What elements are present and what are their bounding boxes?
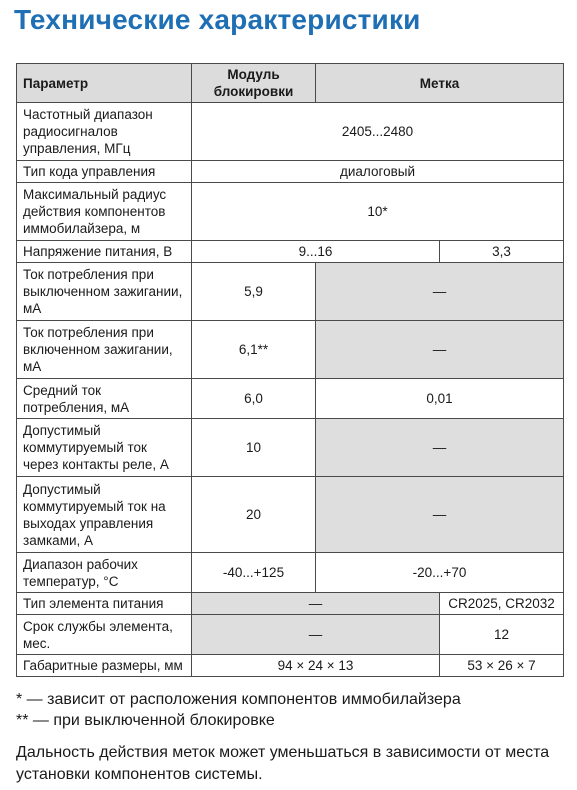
table-row bbox=[17, 103, 564, 161]
module-cell: — bbox=[192, 615, 440, 655]
module-cell: — bbox=[192, 593, 440, 615]
module-cell: -40...+125 bbox=[192, 553, 316, 593]
tag-cell: — bbox=[316, 321, 564, 379]
module-cell: 9...16 bbox=[192, 241, 440, 263]
tag-cell: CR2025, CR2032 bbox=[440, 593, 564, 615]
table-row bbox=[17, 477, 564, 553]
table-row bbox=[17, 241, 564, 263]
value-cell: 10* bbox=[192, 183, 564, 241]
table-row bbox=[17, 263, 564, 321]
table-row bbox=[17, 321, 564, 379]
footnote-1: * — зависит от расположения компонентов иммобилайзера bbox=[16, 691, 461, 708]
param-cell: Напряжение питания, В bbox=[17, 241, 192, 263]
value-cell: диалоговый bbox=[192, 161, 564, 183]
param-cell: Габаритные размеры, мм bbox=[17, 655, 192, 677]
param-cell: Частотный диапазон радиосигналов управления, МГц bbox=[17, 103, 192, 161]
tag-cell: 12 bbox=[440, 615, 564, 655]
param-cell: Допустимый коммутируемый ток на выходах управления замками, А bbox=[17, 477, 192, 553]
module-cell: 6,1** bbox=[192, 321, 316, 379]
param-cell: Ток потребления при включенном зажигании, мА bbox=[17, 321, 192, 379]
module-cell: 6,0 bbox=[192, 379, 316, 419]
param-cell: Ток потребления при выключенном зажигании, мА bbox=[17, 263, 192, 321]
table-row bbox=[17, 161, 564, 183]
module-cell: 5,9 bbox=[192, 263, 316, 321]
param-cell: Тип элемента питания bbox=[17, 593, 192, 615]
table-row bbox=[17, 615, 564, 655]
module-cell: 20 bbox=[192, 477, 316, 553]
param-cell: Тип кода управления bbox=[17, 161, 192, 183]
value-cell: 2405...2480 bbox=[192, 103, 564, 161]
table-row bbox=[17, 183, 564, 241]
module-cell: 10 bbox=[192, 419, 316, 477]
table-row bbox=[17, 593, 564, 615]
table-row bbox=[17, 379, 564, 419]
tag-cell: 53 × 26 × 7 bbox=[440, 655, 564, 677]
spec-table bbox=[16, 63, 564, 677]
footnotes bbox=[16, 689, 461, 731]
tag-cell: -20...+70 bbox=[316, 553, 564, 593]
tag-cell: 3,3 bbox=[440, 241, 564, 263]
table-header-row bbox=[17, 64, 564, 103]
param-cell: Допустимый коммутируемый ток через контакты реле, А bbox=[17, 419, 192, 477]
tag-cell: 0,01 bbox=[316, 379, 564, 419]
param-cell: Максимальный радиус действия компонентов иммобилайзера, м bbox=[17, 183, 192, 241]
header-tag: Метка bbox=[316, 64, 564, 103]
description-text: Дальность действия меток может уменьшаться в зависимости от места установки компонентов системы. bbox=[16, 744, 550, 783]
header-param: Параметр bbox=[17, 64, 192, 103]
table-row bbox=[17, 553, 564, 593]
tag-cell: — bbox=[316, 419, 564, 477]
module-cell: 94 × 24 × 13 bbox=[192, 655, 440, 677]
footnote-2: ** — при выключенной блокировке bbox=[16, 712, 275, 729]
table-row bbox=[17, 419, 564, 477]
param-cell: Диапазон рабочих температур, °С bbox=[17, 553, 192, 593]
table-row bbox=[17, 655, 564, 677]
page-title: Технические характеристики bbox=[14, 4, 421, 35]
tag-cell: — bbox=[316, 477, 564, 553]
param-cell: Срок службы элемента, мес. bbox=[17, 615, 192, 655]
tag-cell: — bbox=[316, 263, 564, 321]
header-module: Модуль блокировки bbox=[192, 64, 316, 103]
param-cell: Средний ток потребления, мА bbox=[17, 379, 192, 419]
